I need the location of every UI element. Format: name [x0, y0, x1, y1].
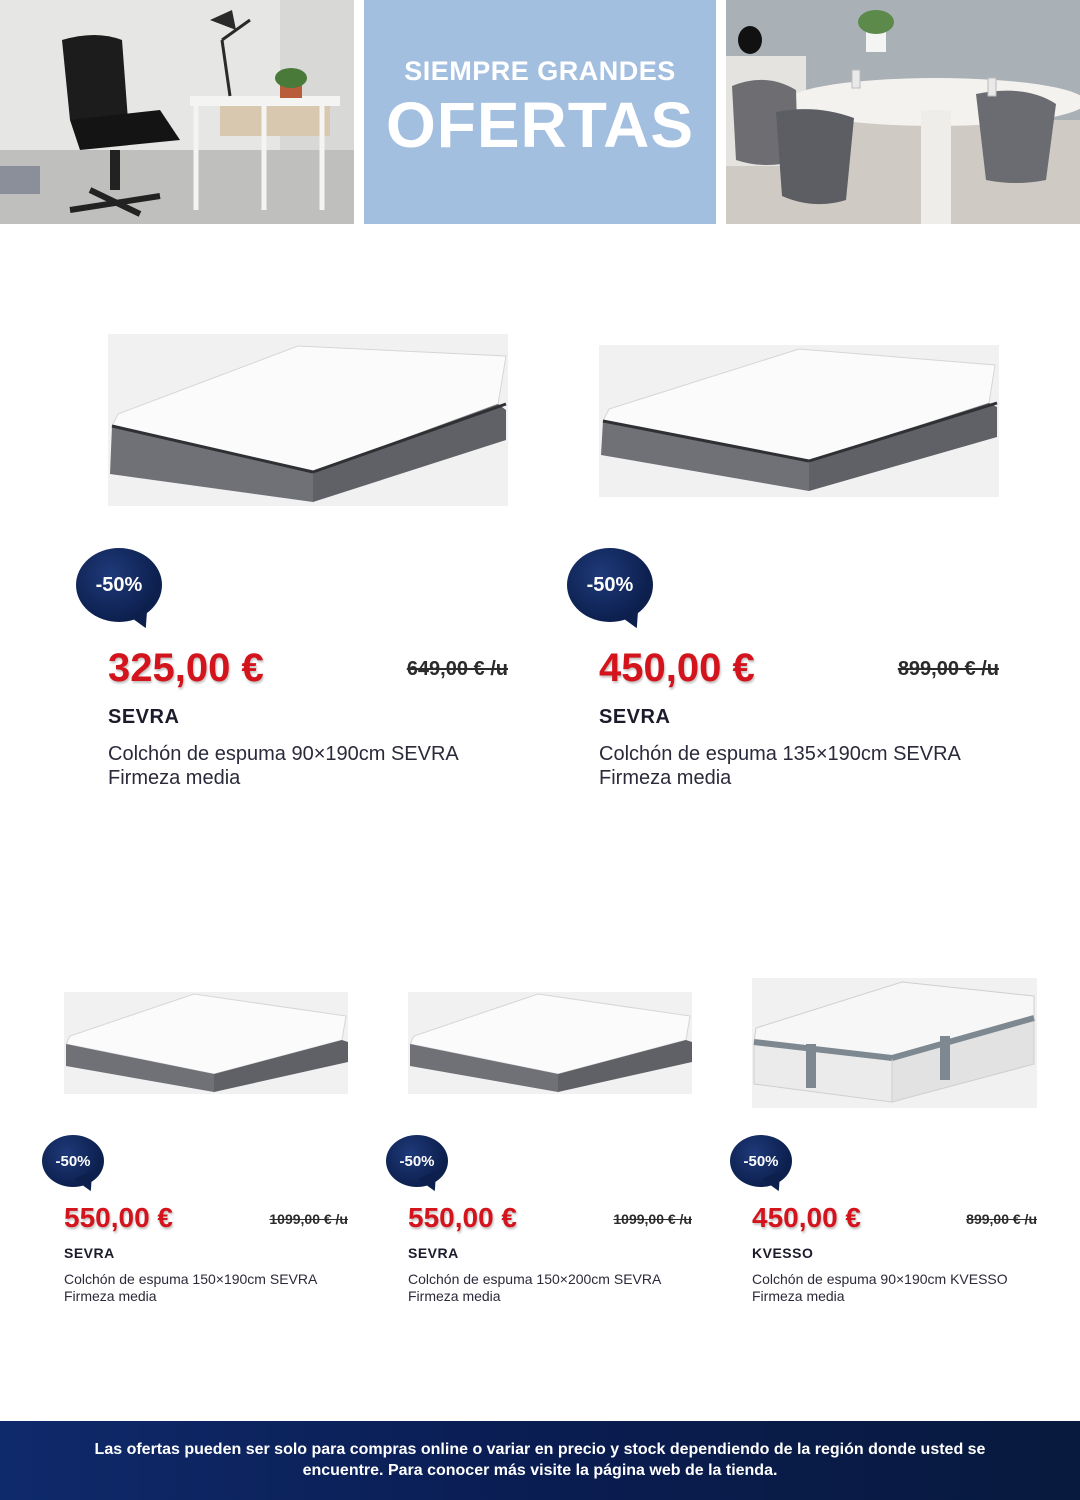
sale-price: 450,00 € [752, 1202, 861, 1233]
mattress-illustration [108, 334, 508, 506]
product-brand: KVESSO [752, 1245, 814, 1261]
original-price: 1099,00 € /u [613, 1211, 692, 1227]
description-line: Firmeza media [752, 1287, 845, 1304]
dining-room-photo [726, 0, 1080, 224]
mattress-illustration [752, 978, 1037, 1108]
product-brand: SEVRA [599, 706, 671, 728]
sale-price: 550,00 € [64, 1202, 173, 1233]
office-scene-illustration [0, 0, 354, 224]
discount-badge: -50% [386, 1135, 448, 1187]
original-price: 649,00 € /u [406, 658, 508, 680]
discount-badge: -50% [730, 1135, 792, 1187]
discount-badge: -50% [567, 548, 653, 622]
banner-subtitle: SIEMPRE GRANDES [404, 56, 676, 86]
sale-price: 450,00 € [599, 646, 755, 690]
mattress-image [752, 978, 1037, 1108]
discount-badge: -50% [76, 548, 162, 622]
product-brand: SEVRA [408, 1245, 459, 1261]
product-description [752, 1271, 1052, 1305]
discount-badge: -50% [42, 1135, 104, 1187]
product-description [64, 1271, 364, 1305]
product-description [408, 1271, 708, 1305]
product-description [108, 742, 528, 790]
sale-price: 325,00 € [108, 646, 264, 690]
header-banner [0, 0, 1080, 224]
description-line: Firmeza media [599, 767, 732, 789]
mattress-image [108, 334, 508, 506]
mattress-image [64, 992, 348, 1094]
disclaimer-text: Las ofertas pueden ser solo para compras online o variar en precio y stock dependiendo de la región donde usted se encuentre. Para conocer más visite la página web de la tienda. [94, 1440, 986, 1479]
footer-disclaimer-bar [0, 1421, 1080, 1500]
mattress-illustration [64, 992, 348, 1094]
dining-scene-illustration [726, 0, 1080, 224]
description-line: Firmeza media [108, 767, 241, 789]
original-price: 899,00 € /u [966, 1211, 1037, 1227]
description-line: Firmeza media [408, 1287, 501, 1304]
product-description [599, 742, 1039, 790]
offers-banner [364, 0, 716, 224]
mattress-image [599, 345, 999, 497]
original-price: 899,00 € /u [897, 658, 999, 680]
mattress-image [408, 992, 692, 1094]
product-brand: SEVRA [108, 706, 180, 728]
description-line: Colchón de espuma 135×190cm SEVRA [599, 743, 961, 765]
description-line: Firmeza media [64, 1287, 157, 1304]
product-brand: SEVRA [64, 1245, 115, 1261]
description-line: Colchón de espuma 90×190cm SEVRA [108, 743, 459, 765]
description-line: Colchón de espuma 90×190cm KVESSO [752, 1271, 1008, 1287]
sale-price: 550,00 € [408, 1202, 517, 1233]
mattress-illustration [408, 992, 692, 1094]
mattress-illustration [599, 345, 999, 497]
original-price: 1099,00 € /u [269, 1211, 348, 1227]
description-line: Colchón de espuma 150×200cm SEVRA [408, 1271, 662, 1287]
office-chair-photo [0, 0, 354, 224]
description-line: Colchón de espuma 150×190cm SEVRA [64, 1271, 318, 1287]
banner-title: OFERTAS [385, 89, 695, 161]
